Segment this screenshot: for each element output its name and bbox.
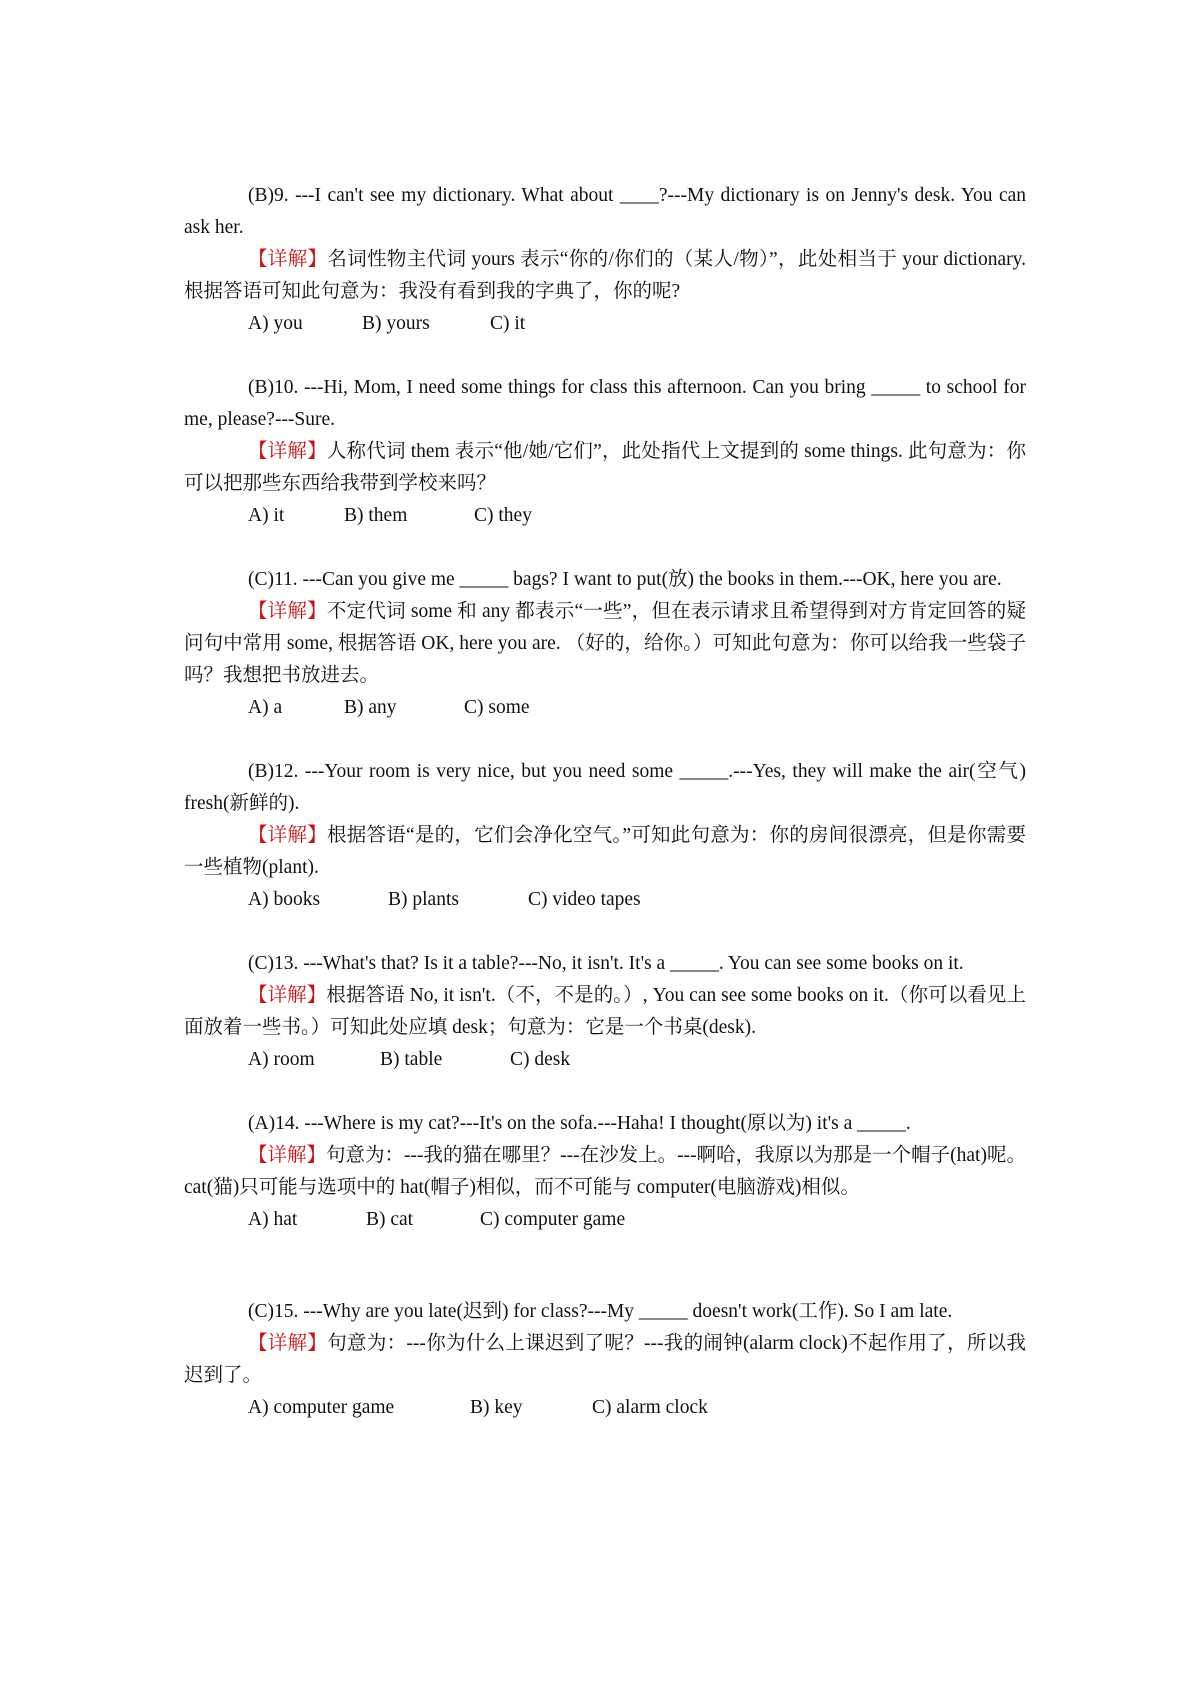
explanation-tag: 【详解】: [248, 1145, 327, 1166]
question-text: (B)12. ---Your room is very nice, but you need some _____.---Yes, they will make the air(空气) fresh(新鲜的).: [184, 761, 1026, 814]
options: [248, 1044, 1026, 1076]
question-item-10: [184, 372, 1026, 532]
question-item-14: [184, 1108, 1026, 1236]
document-page: [184, 180, 1026, 1456]
explanation-text: 句意为：---你为什么上课迟到了呢？---我的闹钟(alarm clock)不起作用了，所以我迟到了。: [184, 1333, 1026, 1386]
options: [248, 308, 1026, 340]
option-a: A) computer game: [248, 1397, 395, 1418]
explanation: [184, 436, 1026, 500]
explanation: [184, 596, 1026, 692]
options: [248, 1204, 1026, 1236]
option-c: C) computer game: [480, 1209, 626, 1230]
options: [248, 1392, 1026, 1424]
explanation-text: 句意为：---我的猫在哪里？---在沙发上。---啊哈，我原以为那是一个帽子(hat)呢。cat(猫)只可能与选项中的 hat(帽子)相似，而不可能与 computer(电脑游戏)相似。: [184, 1145, 1026, 1198]
option-c: C) it: [490, 313, 526, 334]
question-item-9: [184, 180, 1026, 340]
option-b: B) plants: [388, 889, 459, 910]
option-b: B) yours: [362, 313, 430, 334]
option-a: A) books: [248, 889, 321, 910]
explanation-tag: 【详解】: [248, 441, 327, 462]
option-a: A) it: [248, 505, 285, 526]
option-b: B) them: [344, 505, 408, 526]
option-b: B) any: [344, 697, 397, 718]
option-c: C) they: [474, 505, 532, 526]
options: [248, 500, 1026, 532]
explanation-text: 名词性物主代词 yours 表示“你的/你们的（某人/物）”，此处相当于 your dictionary. 根据答语可知此句意为：我没有看到我的字典了，你的呢?: [184, 249, 1026, 302]
option-c: C) some: [464, 697, 530, 718]
option-c: C) desk: [510, 1049, 571, 1070]
question-item-15: [184, 1296, 1026, 1424]
options: [248, 884, 1026, 916]
explanation-tag: 【详解】: [248, 985, 327, 1006]
explanation-text: 根据答语 No, it isn't.（不，不是的。）, You can see some books on it.（你可以看见上面放着一些书。）可知此处应填 desk；句意为：它是一个书桌(desk).: [184, 985, 1026, 1038]
question-text: (B)9. ---I can't see my dictionary. What about ____?---My dictionary is on Jenny's desk. You can ask her.: [184, 185, 1026, 238]
question-item-13: [184, 948, 1026, 1076]
question-text: (C)13. ---What's that? Is it a table?---No, it isn't. It's a _____. You can see some books on it.: [248, 953, 964, 974]
explanation: [184, 820, 1026, 884]
option-a: A) a: [248, 697, 283, 718]
question-item-11: [184, 564, 1026, 724]
explanation: [184, 980, 1026, 1044]
explanation-text: 不定代词 some 和 any 都表示“一些”，但在表示请求且希望得到对方肯定回答的疑问句中常用 some, 根据答语 OK, here you are. （好的，给你。）可知此句意为：你可以给我一些袋子吗？我想把书放进去。: [184, 601, 1026, 686]
option-b: B) table: [380, 1049, 443, 1070]
explanation-tag: 【详解】: [248, 249, 328, 270]
explanation-text: 根据答语“是的，它们会净化空气。”可知此句意为：你的房间很漂亮，但是你需要一些植物(plant).: [184, 825, 1026, 878]
option-a: A) you: [248, 313, 303, 334]
explanation: [184, 244, 1026, 308]
explanation-tag: 【详解】: [248, 601, 327, 622]
question-item-12: [184, 756, 1026, 916]
question-text: (C)15. ---Why are you late(迟到) for class?---My _____ doesn't work(工作). So I am late.: [248, 1301, 953, 1322]
option-c: C) alarm clock: [592, 1397, 708, 1418]
question-text: (B)10. ---Hi, Mom, I need some things for class this afternoon. Can you bring _____ to school for me, please?---Sure.: [184, 377, 1026, 430]
question-text: (C)11. ---Can you give me _____ bags? I want to put(放) the books in them.---OK, here you are.: [248, 569, 1002, 590]
explanation: [184, 1328, 1026, 1392]
option-a: A) hat: [248, 1209, 298, 1230]
option-c: C) video tapes: [528, 889, 641, 910]
option-b: B) cat: [366, 1209, 414, 1230]
option-b: B) key: [470, 1397, 523, 1418]
question-text: (A)14. ---Where is my cat?---It's on the sofa.---Haha! I thought(原以为) it's a _____.: [248, 1113, 911, 1134]
explanation-tag: 【详解】: [248, 825, 327, 846]
options: [248, 692, 1026, 724]
explanation-text: 人称代词 them 表示“他/她/它们”，此处指代上文提到的 some things. 此句意为：你可以把那些东西给我带到学校来吗？: [184, 441, 1026, 494]
option-a: A) room: [248, 1049, 315, 1070]
explanation: [184, 1140, 1026, 1204]
explanation-tag: 【详解】: [248, 1333, 328, 1354]
